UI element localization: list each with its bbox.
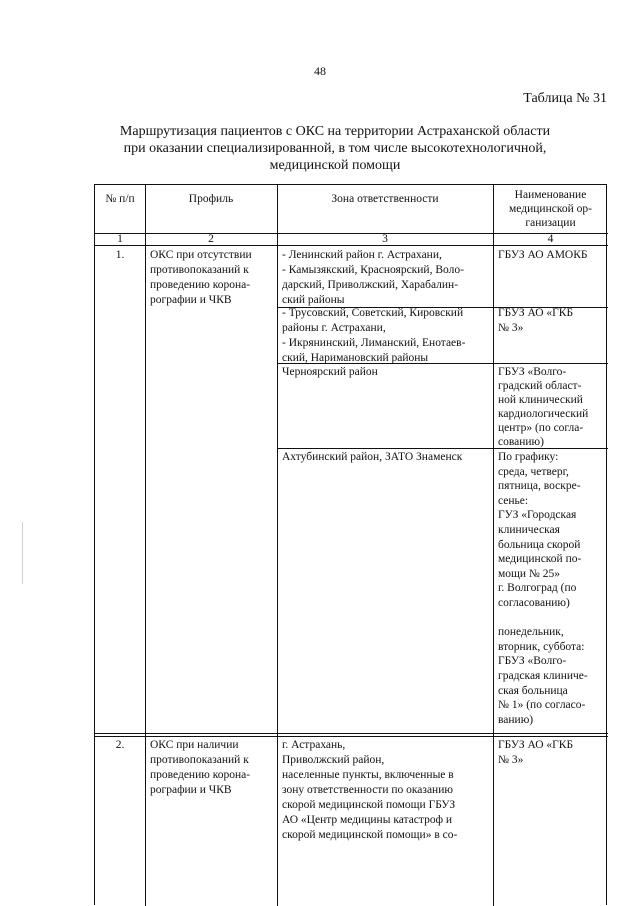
profile-line: проведению корона- (150, 769, 251, 781)
zone-line: ский районы (282, 294, 345, 306)
row-profile (147, 738, 277, 798)
header-text: № п/п (105, 193, 135, 205)
organization-cell (495, 738, 608, 768)
org-line: По графику: (498, 451, 559, 463)
org-line: ГУЗ «Городская (498, 509, 577, 522)
page-number: 48 (314, 64, 326, 78)
profile-line: ОКС при наличии (150, 739, 239, 751)
org-line: согласованию) (498, 596, 570, 609)
org-line: клиническая (498, 523, 560, 536)
zone-cell (279, 738, 493, 843)
org-line: ГБУЗ АО АМОКБ (498, 249, 588, 261)
zone-cell (279, 450, 493, 465)
profile-line: рографии и ЧКВ (150, 294, 232, 306)
zone-line: ский, Наримановский районы (282, 352, 429, 364)
org-line: ская больница (498, 684, 568, 697)
zone-line: Приволжский район, (282, 754, 385, 766)
zone-line: АО «Центр медицины катастроф и (282, 814, 453, 826)
header-text: медицинской ор- (509, 203, 592, 215)
col-number: 2 (208, 233, 214, 245)
col-divider (145, 185, 146, 906)
profile-line: противопоказаний к (150, 264, 249, 276)
org-line: вторник, суббота: (498, 640, 585, 653)
zone-line: скорой медицинской помощи» в со- (282, 829, 458, 841)
org-line: № 1» (по согласо- (498, 699, 586, 712)
org-line: сенье: (498, 494, 529, 507)
org-line: градская клиниче- (498, 669, 588, 682)
scan-margin-mark (22, 522, 23, 584)
organization-cell (495, 306, 608, 336)
profile-line: ОКС при отсутствии (150, 249, 252, 261)
org-line: ванию) (498, 713, 534, 726)
org-line: центр» (по согла- (498, 422, 584, 434)
title-line: Маршрутизация пациентов с ОКС на территории Астраханской области (119, 124, 551, 139)
org-line: сованию) (498, 436, 544, 448)
col-number: 3 (382, 233, 388, 245)
row-number: 2. (115, 739, 125, 751)
org-line: среда, четверг, (498, 465, 569, 478)
title-line: при оказании специализированной, в том числе высокотехнологичной, (123, 141, 547, 156)
org-line: градский област- (498, 380, 582, 392)
zone-cell (279, 306, 493, 366)
profile-line: противопоказаний к (150, 754, 249, 766)
zone-line: г. Астрахань, (282, 739, 346, 751)
col-number: 4 (547, 233, 554, 245)
org-line: № 3» (498, 754, 524, 766)
header-text: Зона ответственности (331, 193, 439, 205)
org-line: пятница, воскре- (498, 480, 581, 493)
org-line: ГБУЗ АО «ГКБ (498, 307, 574, 319)
org-line: понедельник, (498, 626, 564, 639)
org-line: ной клинический (498, 394, 583, 406)
zone-cell (279, 365, 493, 380)
col-number: 1 (117, 233, 123, 245)
header-text: Профиль (188, 193, 234, 205)
org-line: больница скорой (498, 538, 581, 551)
header-organization (493, 188, 608, 230)
org-line: № 3» (498, 322, 524, 334)
org-line: ГБУЗ АО «ГКБ (498, 739, 574, 751)
col-divider (277, 185, 278, 906)
header-zone (277, 192, 493, 207)
org-line: г. Волгоград (по (498, 582, 577, 595)
routing-table (94, 184, 607, 905)
profile-line: проведению корона- (150, 279, 251, 291)
org-line (498, 611, 605, 626)
org-line: мощи № 25» (498, 567, 561, 580)
header-profile (145, 192, 277, 207)
organization-cell (495, 365, 608, 449)
zone-line: дарский, Приволжский, Харабалин- (282, 279, 459, 291)
zone-cell (279, 248, 493, 308)
org-line: медицинской по- (498, 553, 582, 566)
zone-line: Черноярский район (282, 366, 378, 378)
col-divider (493, 185, 494, 906)
org-line: ГБУЗ «Волго- (498, 655, 567, 668)
row-number: 1. (115, 249, 125, 261)
zone-line: зону ответственности по оказанию (282, 784, 453, 796)
row-divider (95, 733, 608, 734)
zone-line: районы г. Астрахани, (282, 322, 386, 334)
org-line: ГБУЗ «Волго- (498, 366, 567, 378)
row-divider (95, 736, 608, 737)
header-number (95, 192, 145, 207)
row-profile (147, 248, 277, 308)
organization-cell (495, 450, 608, 727)
org-line: кардиологический (498, 408, 589, 420)
document-title (110, 123, 560, 174)
table-label: Таблица № 31 (523, 91, 607, 106)
organization-cell (495, 248, 608, 263)
title-line: медицинской помощи (269, 158, 401, 173)
zone-line: - Трусовский, Советский, Кировский (282, 307, 464, 319)
zone-line: Ахтубинский район, ЗАТО Знаменск (282, 451, 463, 463)
profile-line: рографии и ЧКВ (150, 784, 232, 796)
zone-line: - Ленинский район г. Астрахани, (282, 249, 442, 261)
header-text: ганизации (525, 217, 576, 229)
zone-line: - Икрянинский, Лиманский, Енотаев- (282, 337, 466, 349)
zone-line: скорой медицинской помощи ГБУЗ (282, 799, 456, 811)
header-text: Наименование (514, 189, 587, 201)
zone-line: населенные пункты, включенные в (282, 769, 454, 781)
zone-line: - Камызякский, Красноярский, Воло- (282, 264, 464, 276)
